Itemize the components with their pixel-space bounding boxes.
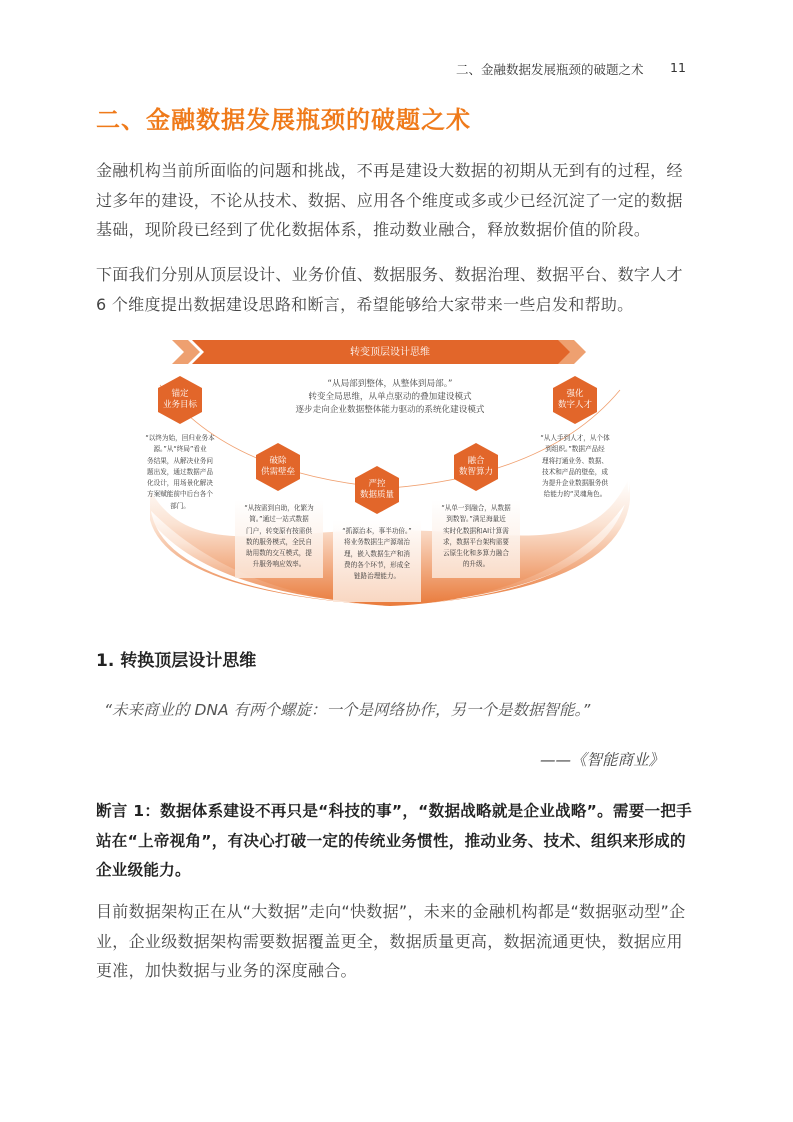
chapter-title: 二、金融数据发展瓶颈的破题之术 — [96, 106, 471, 134]
node-talent-desc: “从人手到人才，从个体 到组织。”数据产品经 理将打通业务、数据、 技术和产品的壁垒，成 为提升企业数据服务供 给能力的“灵魂角色。 — [540, 434, 610, 499]
strategy-diagram — [145, 330, 630, 620]
node-break-barrier-desc: “从按需到自助，化繁为 简。”通过一站式数据 门户，转变原有按需供 数的服务模式，全民自 助用数的交互模式，提 升服务响应效率。 — [244, 504, 314, 569]
node-anchor-business-desc: “以终为始，回归业务本 源。”从“终局”看业 务结果，从解决业务问 题出发，通过数据产品 化设计，用场景化解决 方案赋能前中后台各个 部门。 — [145, 434, 215, 510]
center-quote: “从局部到整体，从整体到局部。” 转变全局思维，从单点驱动的叠加建设模式 逐步走向企业数据整体能力驱动的系统化建设模式 — [295, 379, 485, 415]
node-anchor-business-label: 锚定 业务目标 — [162, 389, 197, 410]
node-data-quality-label: 严控 数据质量 — [359, 479, 394, 500]
node-talent-label: 强化 数字人才 — [557, 389, 592, 410]
assertion-1: 断言 1：数据体系建设不再只是“科技的事”，“数据战略就是企业战略”。需要一把手站在“上帝视角”，有决心打破一定的传统业务惯性，推动业务、技术、组织来形成的企业级能力。 — [96, 802, 692, 879]
epigraph-quote: “未来商业的 DNA 有两个螺旋：一个是网络协作，另一个是数据智能。” — [104, 701, 591, 719]
quote-source: ——《智能商业》 — [540, 751, 665, 769]
intro-paragraph-1: 金融机构当前所面临的问题和挑战，不再是建设大数据的初期从无到有的过程，经过多年的建设，不论从技术、数据、应用各个维度或多或少已经沉淀了一定的数据基础，现阶段已经到了优化数据体系，推动数业融合，释放数据价值的阶段。 — [96, 161, 683, 239]
node-data-quality-desc: “抓源治本，事半功倍。” 将业务数据生产源端治 理，嵌入数据生产和消 费的各个环节，形成全 链路治理能力。 — [342, 527, 412, 581]
node-break-barrier-label: 破除 供需壁垒 — [260, 456, 295, 477]
intro-paragraph-2: 下面我们分别从顶层设计、业务价值、数据服务、数据治理、数据平台、数字人才 6 个维度提出数据建设思路和断言，希望能够给大家带来一些启发和帮助。 — [96, 265, 683, 314]
node-compute-desc: “从单一到融合，从数据 到数智。”满足海量近 实时化数据和AI计算需 求，数据平台架构需要 云原生化和多算力融合 的升级。 — [441, 504, 511, 569]
banner-title: 转变顶层设计思维 — [350, 347, 430, 358]
page-number: 11 — [670, 60, 686, 75]
running-header-title: 二、金融数据发展瓶颈的破题之术 — [456, 62, 644, 77]
node-compute-label: 融合 数智算力 — [458, 456, 493, 477]
section-heading: 1. 转换顶层设计思维 — [96, 651, 257, 671]
section-paragraph: 目前数据架构正在从“大数据”走向“快数据”，未来的金融机构都是“数据驱动型”企业，企业级数据架构需要数据覆盖更全，数据质量更高，数据流通更快，数据应用更准，加快数据与业务的深度融合。 — [96, 902, 686, 980]
